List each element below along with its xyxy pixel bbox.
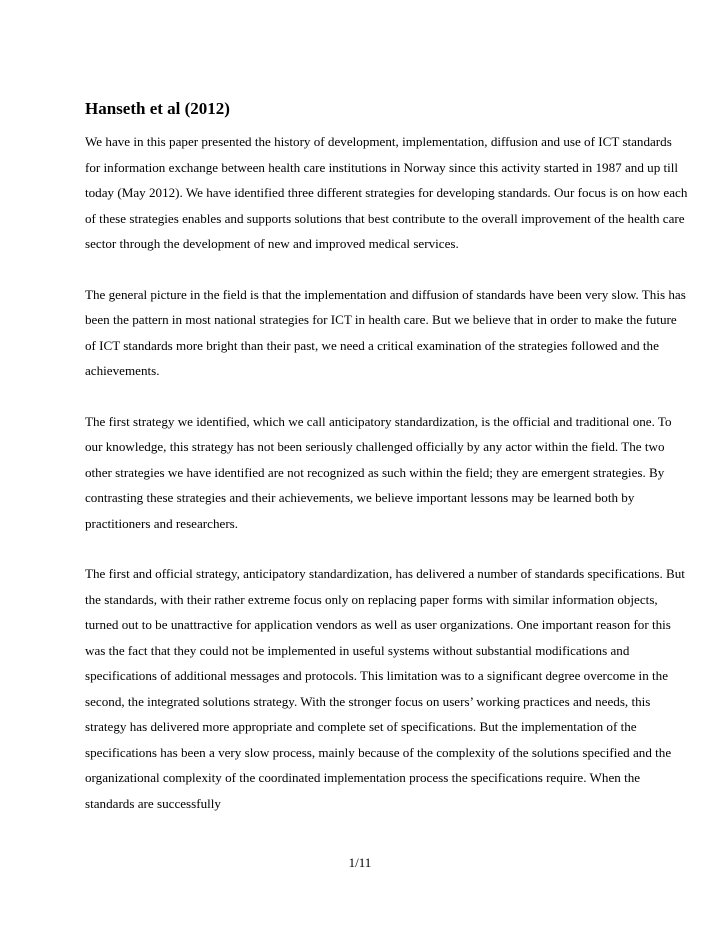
paragraph-4: The first and official strategy, anticipatory standardization, has delivered a number of standards specifications. But the standards, with their rather extreme focus only on replacing paper forms with similar information objects, turned out to be unattractive for application vendors as well as user organizations. One important reason for this was the fact that they could not be implemented in useful systems without substantial modifications and specifications of additional messages and protocols. This limitation was to a significant degree overcome in the second, the integrated solutions strategy. With the stronger focus on users’ working practices and needs, this strategy has delivered more appropriate and complete set of specifications. But the implementation of the specifications has been a very slow process, mainly because of the complexity of the solutions specified and the organizational complexity of the coordinated implementation process the specifications require. When the standards are successfully	[85, 566, 685, 811]
document-body	[85, 98, 690, 816]
paragraph-3: The first strategy we identified, which we call anticipatory standardization, is the official and traditional one. To our knowledge, this strategy has not been seriously challenged officially by any actor within the field. The two other strategies we have identified are not recognized as such within the field; they are emergent strategies. By contrasting these strategies and their achievements, we believe important lessons may be learned both by practitioners and researchers.	[85, 413, 672, 531]
paragraph-2: The general picture in the field is that the implementation and diffusion of standards have been very slow. This has been the pattern in most national strategies for ICT in health care. But we believe that in order to make the future of ICT standards more bright than their past, we need a critical examination of the strategies followed and the achievements.	[85, 286, 686, 378]
paragraph-1: We have in this paper presented the history of development, implementation, diffusion and use of ICT standards for information exchange between health care institutions in Norway since this activity started in 1987 and up till today (May 2012). We have identified three different strategies for developing standards. Our focus is on how each of these strategies enables and supports solutions that best contribute to the overall improvement of the health care sector through the development of new and improved medical services.	[85, 134, 688, 251]
section-heading: Hanseth et al (2012)	[85, 99, 230, 118]
page-number: 1/11	[348, 855, 372, 870]
